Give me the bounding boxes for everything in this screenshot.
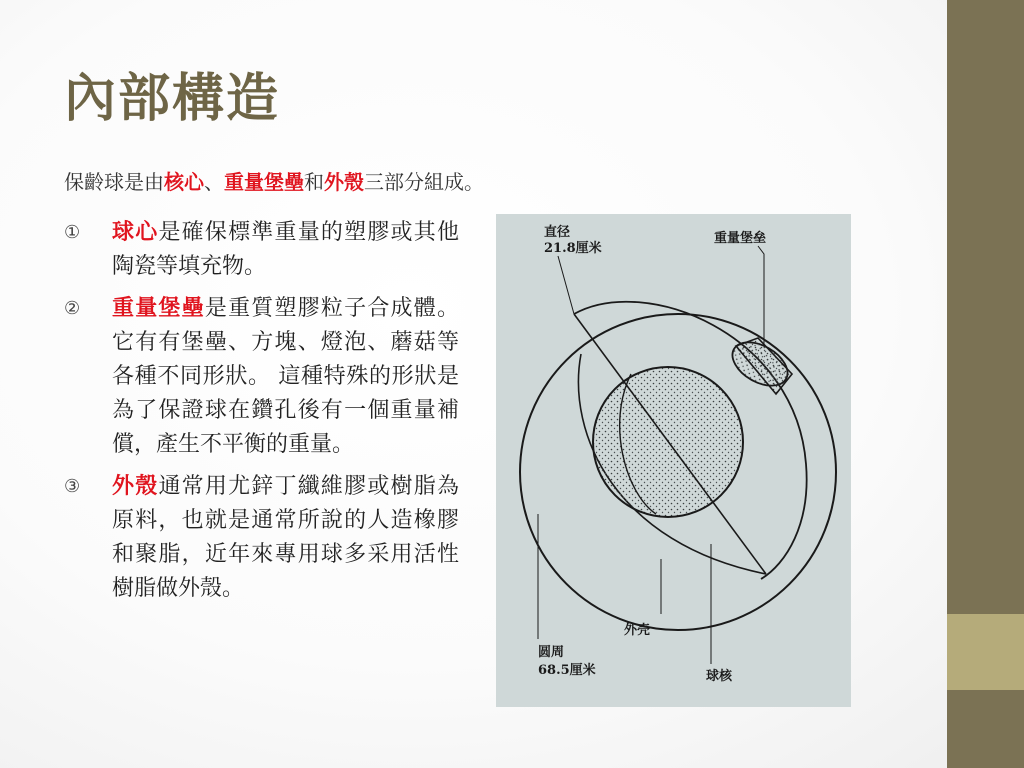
intro-prefix: 保齡球是由 <box>64 170 164 194</box>
intro-sep: 、 <box>204 170 224 194</box>
shell-label: 外壳 <box>624 623 651 638</box>
diameter-leader <box>558 256 574 314</box>
sidebar-bar-bottom <box>947 690 1024 768</box>
sidebar-bar-top <box>947 0 1024 614</box>
weight-block-shape <box>725 333 795 394</box>
item-highlight: 球心 <box>112 220 159 245</box>
circumference-label: 圆周 <box>538 645 565 660</box>
core-label: 球核 <box>706 669 733 684</box>
intro-suffix: 三部分組成。 <box>364 170 484 194</box>
item-body: 通常用尤鋅丁纖維膠或樹脂為原料，也就是通常所說的人造橡膠和聚脂，近年來專用球多采用活性樹脂做外殼。 <box>112 474 459 601</box>
item-text <box>112 216 459 284</box>
intro-and: 和 <box>304 170 324 194</box>
item-body: 是確保標準重量的塑膠或其他陶瓷等填充物。 <box>112 220 459 279</box>
item-number: ③ <box>64 476 81 497</box>
bullet-list <box>64 216 459 614</box>
diameter-label: 直径 <box>544 225 571 240</box>
intro-text <box>64 166 484 195</box>
intro-weight-block: 重量堡壘 <box>224 170 304 194</box>
diameter-value: 21.8厘米 <box>544 241 602 256</box>
item-number: ② <box>64 298 81 319</box>
bowling-ball-diagram <box>496 214 851 707</box>
weight-block-leader <box>758 246 764 344</box>
diagram-svg <box>496 214 851 707</box>
list-item <box>64 470 459 606</box>
circumference-value: 68.5厘米 <box>538 663 596 678</box>
item-highlight: 重量堡壘 <box>112 296 205 321</box>
intro-core: 核心 <box>164 170 204 194</box>
item-body: 是重質塑膠粒子合成體。它有有堡壘、方塊、燈泡、蘑菇等各種不同形狀。 這種特殊的形狀是為了保證球在鑽孔後有一個重量補償，產生不平衡的重量。 <box>112 296 459 457</box>
weight-block-label: 重量堡垒 <box>714 231 767 246</box>
intro-shell: 外殼 <box>324 170 364 194</box>
item-number: ① <box>64 222 81 243</box>
list-item <box>64 292 459 462</box>
item-text <box>112 470 459 606</box>
item-text <box>112 292 459 462</box>
item-highlight: 外殼 <box>112 474 159 499</box>
sidebar-accent <box>947 614 1024 690</box>
slide-title: 內部構造 <box>64 69 281 129</box>
list-item <box>64 216 459 284</box>
